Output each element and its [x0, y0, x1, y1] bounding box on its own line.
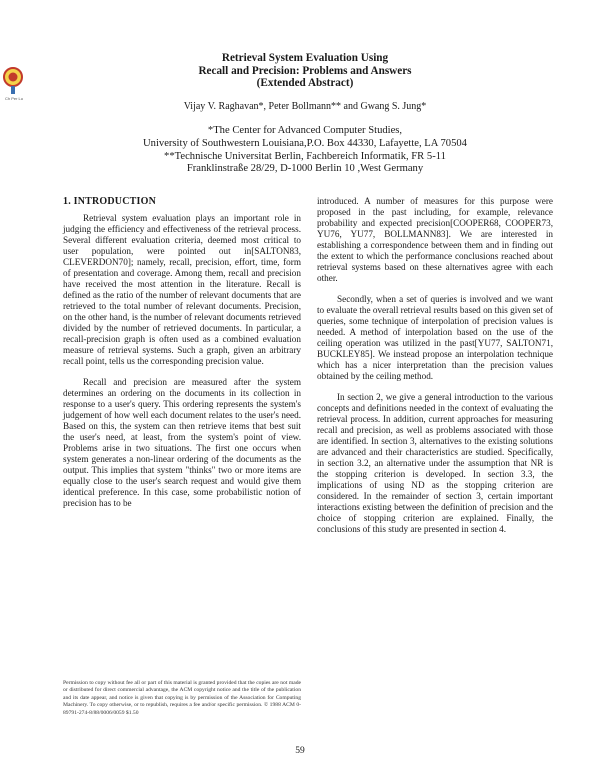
acm-seal-icon	[2, 66, 24, 96]
author-list: Vijay V. Raghavan*, Peter Bollmann** and Gwang S. Jung*	[183, 101, 427, 112]
title-line-3: (Extended Abstract)	[256, 77, 354, 89]
logo-caption: Ch Per Lu	[4, 96, 23, 101]
affiliation-line-3: **Technische Universitat Berlin, Fachbereich Informatik, FR 5-11	[164, 150, 446, 162]
page-number: 59	[295, 746, 305, 756]
section-heading: 1. INTRODUCTION	[63, 196, 157, 207]
title-line-1: Retrieval System Evaluation Using	[221, 52, 389, 64]
affiliation-line-2: University of Southwestern Louisiana,P.O. Box 44330, Lafayette, LA 70504	[143, 137, 467, 149]
left-column	[63, 196, 301, 519]
left-paragraph-1: Retrieval system evaluation plays an important role in judging the efficiency and effectiveness of the retrieval process. Several different evaluation criteria, deemed most critical to user population, were pointed out in[SALTON83, CLEVERDON70]; namely, recall, precision, effort, time, form of presentation and coverage. Among them, recall and precision have received the most attention in the literature. Recall is defined as the ratio of the number of relevant documents that are retrieved to the total number of relevant documents. Precision, on the other hand, is the number of relevant documents retrieved divided by the number of retrieved documents. In particular, a recall-precision graph is often used as a combined evaluation measure of retrieval systems. Such a graph, given an arbitrary recall point, tells us the corresponding precision value.	[63, 213, 301, 366]
copyright-footnote: Permission to copy without fee all or part of this material is granted provided that the copies are not made or distributed for direct commercial advantage, the ACM copyright notice and the title of the publication and its date appear, and notice is given that copying is by permission of the Association for Computing Machinery. To copy otherwise, or to republish, requires a fee and/or specific permission. © 1988 ACM 0-89791-274-8/88/0006/0059 $1.50	[63, 680, 301, 716]
right-column	[317, 196, 553, 545]
affiliation-line-1: *The Center for Advanced Computer Studies,	[207, 125, 403, 136]
affiliations	[95, 125, 515, 176]
affiliation-line-4: Franklinstraße 28/29, D-1000 Berlin 10 ,West Germany	[186, 163, 424, 175]
right-paragraph-1: introduced. A number of measures for this purpose were proposed in the past including, for example, relevance probability and expected precision[COOPER68, COOPER73, YU76, YU77, BOLLMANN83]. We are interested in establishing a correspondence between them and in finding out the extent to which the performance conclusions reached about retrieval systems based on these alternatives agree with each other.	[317, 196, 553, 283]
title-line-2: Recall and Precision: Problems and Answers	[198, 64, 412, 77]
left-paragraph-2: Recall and precision are measured after the system determines an ordering on the documents in its collection in response to a user's query. This ordering represents the system's judgement of how well each document relates to the user's need. Based on this, the system can then retrieve items that best suit the user's need, at least, from the system's point of view. Problems arise in two situations. The first one occurs when system generates a non-linear ordering of the documents as the output. This implies that system "thinks" two or more items are equally close to the user's search request and would give them identical preference. In this case, some probabilistic notion of precision has to be	[63, 377, 301, 508]
paper-title	[120, 52, 490, 90]
right-paragraph-3: In section 2, we give a general introduction to the various concepts and definitions needed in the context of evaluating the retrieval process. In addition, current approaches for measuring recall and precision, as well as problems associated with those are identified. In section 3, alternatives to the existing solutions are advanced and their characteristics are studied. Specifically, in section 3.2, an alternative under the assumption that NR is the stopping criterion is developed. In section 3.3, the implications of using ND as the stopping criterion are considered. In the remainder of section 3, certain important interactions existing between the definition of precision and the choice of stopping criterion are explained. Finally, the conclusions of this study are presented in section 4.	[317, 392, 553, 534]
right-paragraph-2: Secondly, when a set of queries is involved and we want to evaluate the overall retrieval results based on this given set of queries, some technique of interpolation of precision values is needed. A method of interpolation based on the use of the ceiling operation was utilized in the past[YU77, SALTON71, BUCKLEY85]. We instead propose an interpolation technique which has a nicer interpretation than the precision values obtained by the ceiling method.	[317, 294, 553, 381]
